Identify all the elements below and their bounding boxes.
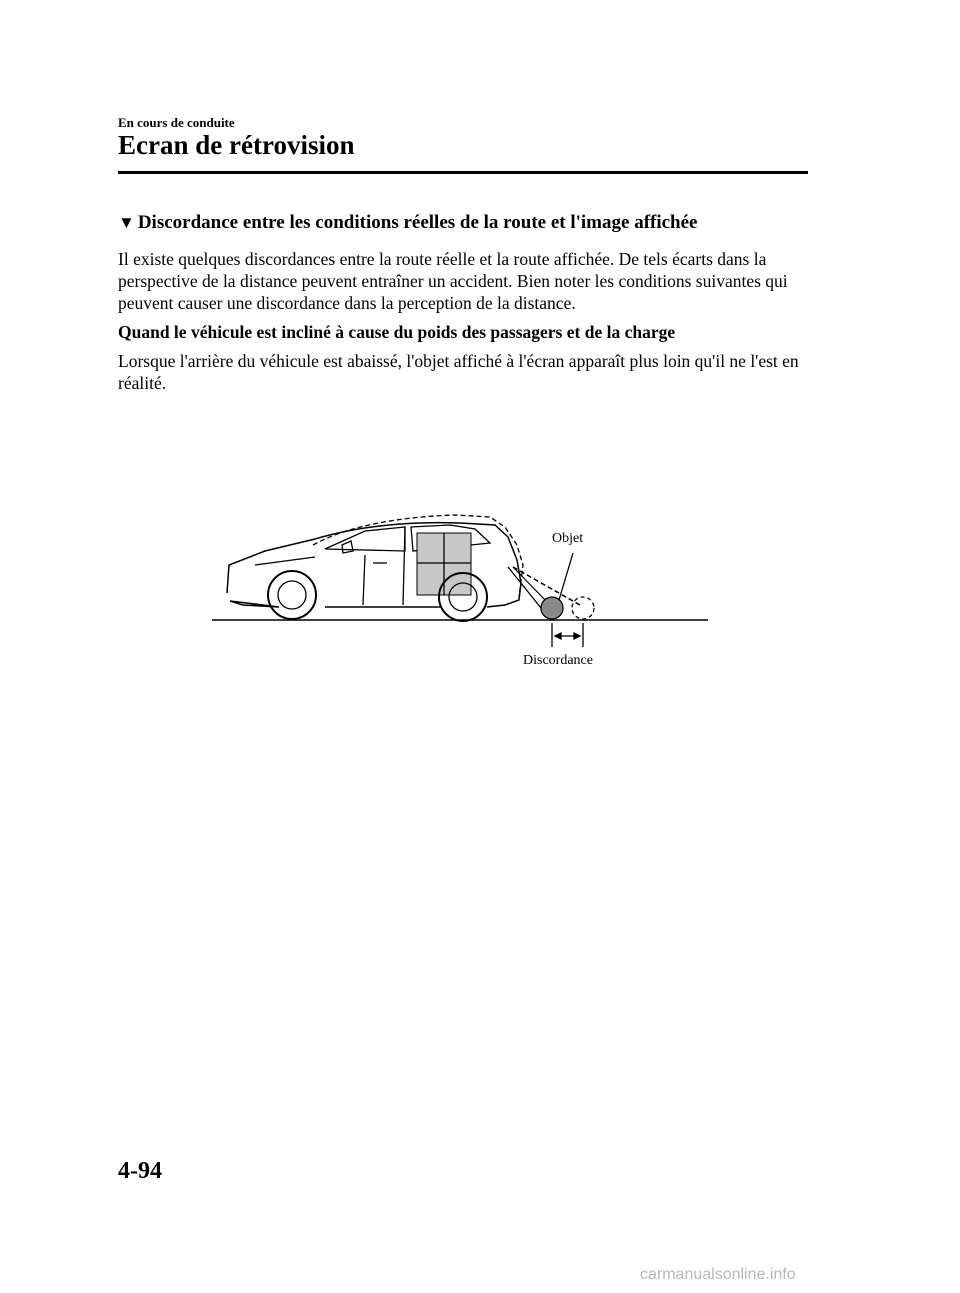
- front-wheel: [268, 571, 316, 619]
- subheading: Quand le véhicule est incliné à cause du poids des passagers et de la charge: [118, 322, 676, 342]
- intro-paragraph: Il existe quelques discordances entre la route réelle et la route affichée. De tels écarts dans la perspective de la distance peuvent entraîner un accident. Bien noter les conditions suivantes qui peuvent causer une discordance dans la perception de la distance.: [118, 249, 788, 313]
- page-number: 4-94: [118, 1158, 162, 1184]
- page-title: Ecran de rétrovision: [118, 130, 355, 160]
- chapter-label: En cours de conduite: [118, 115, 235, 130]
- title-divider: [118, 171, 808, 174]
- triangle-down-icon: ▼: [118, 213, 135, 232]
- car-window: [325, 527, 405, 551]
- object-label: Objet: [552, 531, 584, 546]
- section-heading: [118, 212, 698, 234]
- vehicle-tilt-figure: [205, 505, 715, 680]
- body-paragraph: Lorsque l'arrière du véhicule est abaissé, l'objet affiché à l'écran apparaît plus loin qu'il ne l'est en réalité.: [118, 351, 799, 393]
- actual-object: [541, 597, 563, 619]
- displayed-object: [572, 597, 594, 619]
- discordance-label: Discordance: [523, 653, 593, 668]
- section-heading-text: Discordance entre les conditions réelles de la route et l'image affichée: [137, 212, 698, 233]
- watermark[interactable]: carmanualsonline.info: [640, 1266, 796, 1283]
